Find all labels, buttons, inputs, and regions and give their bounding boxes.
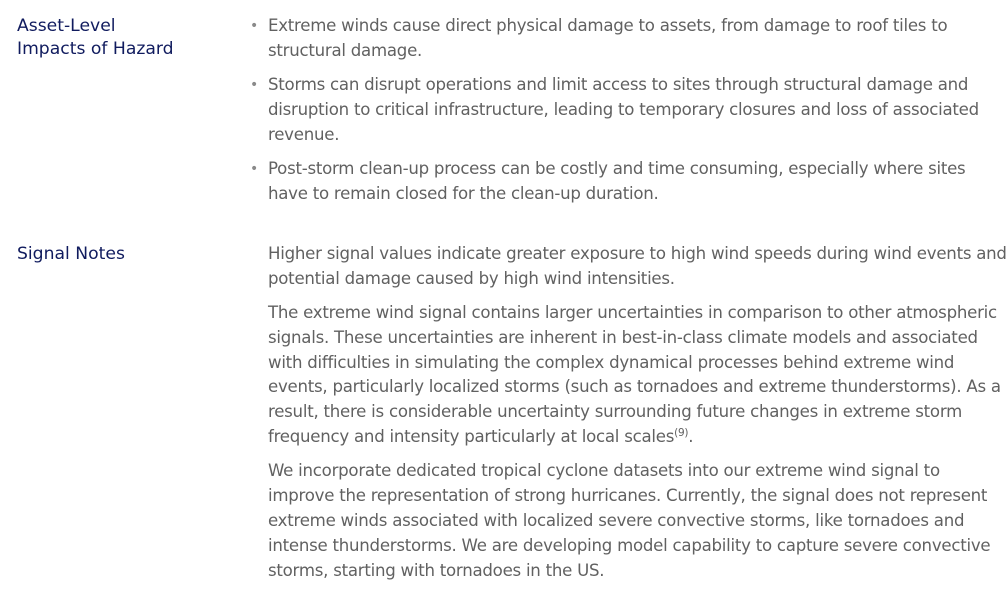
bullet-icon: •: [250, 77, 259, 94]
bullet-text: Extreme winds cause direct physical damage to assets, from damage to roof tiles to structural damage.: [268, 16, 948, 60]
signal-notes-content: [250, 242, 1008, 593]
impact-bullet-list: [250, 14, 1008, 207]
bullet-item: [250, 73, 1008, 147]
bullet-text: Storms can disrupt operations and limit access to sites through structural damage and disruption to critical infrastructure, leading to temporary closures and loss of associated revenue.: [268, 75, 979, 144]
heading-line: Asset-Level: [17, 16, 116, 36]
paragraph-text: The extreme wind signal contains larger uncertainties in comparison to other atmospheric signals. These uncertainties are inherent in best-in-class climate models and associated with difficulties in simulating the complex dynamical processes behind extreme wind events, particularly localized storms (such as tornadoes and extreme thunderstorms). As a result, there is considerable uncertainty surrounding future changes in extreme storm frequency and intensity particularly at local scales: [268, 303, 1001, 447]
asset-impacts-content: [250, 14, 1008, 216]
bullet-icon: •: [250, 18, 259, 34]
signal-note-paragraph: [268, 459, 1008, 583]
footnote-reference[interactable]: (9): [674, 427, 689, 440]
paragraph-suffix: .: [688, 427, 694, 447]
bullet-item: [250, 157, 1008, 207]
paragraph-text: We incorporate dedicated tropical cyclone datasets into our extreme wind signal to improve the representation of strong hurricanes. Currently, the signal does not represent extreme winds associated with localized severe convective storms, like tornadoes and intense thunderstorms. We are developing model capability to capture severe convective storms, starting with tornadoes in the US.: [268, 461, 991, 580]
bullet-item: [250, 14, 1008, 64]
paragraph-text: Higher signal values indicate greater exposure to high wind speeds during wind events and potential damage caused by high wind intensities.: [268, 244, 1007, 288]
bullet-text: Post-storm clean-up process can be costly and time consuming, especially where sites have to remain closed for the clean-up duration.: [268, 158, 966, 203]
signal-note-paragraph: [268, 242, 1008, 292]
heading-line: Impacts of Hazard: [17, 39, 174, 59]
signal-note-paragraph: [268, 301, 1008, 450]
bullet-icon: •: [250, 160, 259, 177]
section-heading-signal-notes: Signal Notes: [17, 244, 125, 264]
section-heading-asset-impacts: [17, 15, 237, 61]
